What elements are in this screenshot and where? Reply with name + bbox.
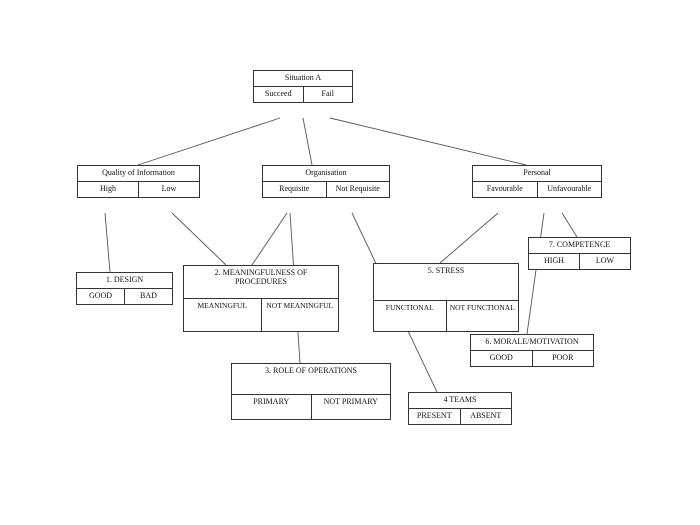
edge-quality-design: [105, 213, 110, 272]
node-stress-title: 5. STRESS: [374, 264, 518, 301]
node-quality-options: [78, 182, 199, 197]
node-teams[interactable]: [408, 392, 512, 425]
option-primary[interactable]: PRIMARY: [253, 397, 290, 406]
edge-personal-competence: [562, 213, 577, 237]
node-meaningfulness-options: [184, 299, 338, 331]
option-favourable[interactable]: Favourable: [486, 183, 523, 193]
edge-personal-stress: [440, 213, 498, 263]
edge-organisation-meaningfulness: [252, 213, 287, 265]
node-teams-title: 4 TEAMS: [409, 393, 511, 409]
option-requisite[interactable]: Requisite: [279, 183, 310, 193]
node-stress-options: [374, 301, 518, 331]
edge-personal-morale: [527, 213, 544, 334]
option-competence-high[interactable]: HIGH: [544, 255, 564, 265]
node-design-options: [77, 289, 172, 304]
option-stress-functional[interactable]: FUNCTIONAL: [385, 303, 434, 312]
node-organisation[interactable]: [262, 165, 390, 198]
node-morale-options: [471, 351, 593, 366]
node-roleops-title: 3. ROLE OF OPERATIONS: [232, 364, 390, 395]
node-stress[interactable]: [373, 263, 519, 332]
node-meaningfulness-title: 2. MEANINGFULNESS OF PROCEDURES: [184, 266, 338, 299]
node-organisation-options: [263, 182, 389, 197]
node-morale-motivation[interactable]: [470, 334, 594, 367]
node-role-of-operations[interactable]: [231, 363, 391, 420]
node-design-title: 1. DESIGN: [77, 273, 172, 289]
node-quality-title: Quality of Information: [78, 166, 199, 182]
node-design[interactable]: [76, 272, 173, 305]
option-not-meaningful[interactable]: NOT MEANINGFUL: [261, 299, 339, 331]
option-morale-poor[interactable]: POOR: [532, 351, 594, 366]
option-meaningful[interactable]: MEANINGFUL: [197, 301, 248, 310]
node-situation-options: [254, 87, 352, 102]
option-high[interactable]: High: [100, 183, 116, 193]
edge-quality-meaningfulness: [172, 213, 226, 265]
node-organisation-title: Organisation: [263, 166, 389, 182]
option-fail[interactable]: Fail: [303, 87, 353, 102]
edge-situation-personal: [330, 118, 526, 165]
node-personal-options: [473, 182, 601, 197]
option-design-good[interactable]: GOOD: [88, 290, 113, 300]
node-meaningfulness-of-procedures[interactable]: [183, 265, 339, 332]
node-situation[interactable]: [253, 70, 353, 103]
node-personal[interactable]: [472, 165, 602, 198]
option-stress-not-functional[interactable]: NOT FUNCTIONAL: [446, 301, 519, 331]
option-teams-present[interactable]: PRESENT: [416, 410, 452, 420]
node-competence-title: 7. COMPETENCE: [529, 238, 630, 254]
option-succeed[interactable]: Succeed: [264, 88, 292, 98]
node-quality-of-information[interactable]: [77, 165, 200, 198]
option-unfavourable[interactable]: Unfavourable: [537, 182, 602, 197]
node-competence[interactable]: [528, 237, 631, 270]
edge-situation-organisation: [303, 118, 312, 165]
option-low[interactable]: Low: [138, 182, 199, 197]
node-roleops-options: [232, 395, 390, 419]
node-personal-title: Personal: [473, 166, 601, 182]
option-morale-good[interactable]: GOOD: [489, 352, 513, 362]
node-teams-options: [409, 409, 511, 424]
edge-situation-quality: [138, 118, 280, 165]
option-not-primary[interactable]: NOT PRIMARY: [311, 395, 391, 419]
node-morale-title: 6. MORALE/MOTIVATION: [471, 335, 593, 351]
option-competence-low[interactable]: LOW: [579, 254, 630, 269]
node-situation-title: Situation A: [254, 71, 352, 87]
option-design-bad[interactable]: BAD: [124, 289, 172, 304]
option-teams-absent[interactable]: ABSENT: [460, 409, 512, 424]
node-competence-options: [529, 254, 630, 269]
option-not-requisite[interactable]: Not Requisite: [326, 182, 390, 197]
